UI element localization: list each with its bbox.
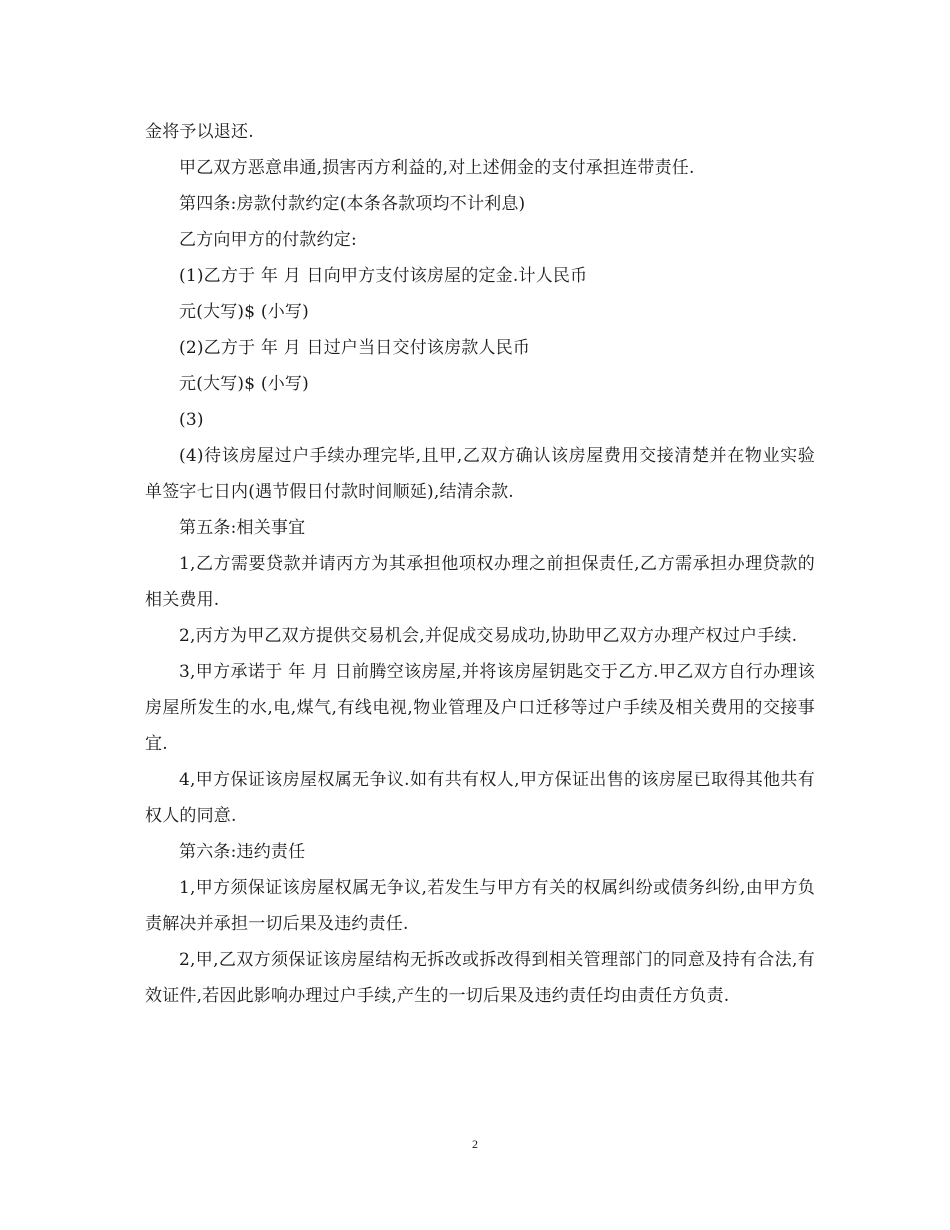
paragraph-payment-item-2: (2)乙方于 年 月 日过户当日交付该房款人民币 [179, 338, 531, 358]
document-body [145, 114, 815, 1014]
paragraph-liability-item-1: 1,甲方须保证该房屋权属无争议,若发生与甲方有关的权属纠纷或债务纠纷,由甲方负责解决并承担一切后果及违约责任. [145, 878, 815, 934]
paragraph-payment-terms-intro: 乙方向甲方的付款约定: [179, 230, 357, 250]
paragraph-payment-item-2-amount: 元(大写)$ (小写) [179, 374, 309, 394]
page-number: 2 [472, 1137, 478, 1151]
section-heading-article-4: 第四条:房款付款约定(本条各款项均不计利息) [179, 194, 526, 214]
paragraph-related-item-4: 4,甲方保证该房屋权属无争议.如有共有权人,甲方保证出售的该房屋已取得其他共有权人的同意. [145, 770, 815, 826]
paragraph-related-item-1: 1,乙方需要贷款并请丙方为其承担他项权办理之前担保责任,乙方需承担办理贷款的相关费用. [145, 554, 815, 610]
paragraph-related-item-3: 3,甲方承诺于 年 月 日前腾空该房屋,并将该房屋钥匙交于乙方.甲乙双方自行办理该房屋所发生的水,电,煤气,有线电视,物业管理及户口迁移等过户手续及相关费用的交接事宜. [145, 662, 815, 754]
paragraph-payment-item-1-amount: 元(大写)$ (小写) [179, 302, 309, 322]
paragraph-collusion-liability: 甲乙双方恶意串通,损害丙方利益的,对上述佣金的支付承担连带责任. [179, 158, 695, 178]
section-heading-article-5: 第五条:相关事宜 [179, 518, 306, 538]
section-heading-article-6: 第六条:违约责任 [179, 842, 306, 862]
paragraph-related-item-2: 2,丙方为甲乙双方提供交易机会,并促成交易成功,协助甲乙双方办理产权过户手续. [179, 626, 798, 646]
paragraph-deposit-refund: 金将予以退还. [145, 122, 254, 142]
paragraph-payment-item-4: (4)待该房屋过户手续办理完毕,且甲,乙双方确认该房屋费用交接清楚并在物业实验单签字七日内(遇节假日付款时间顺延),结清余款. [145, 446, 815, 502]
paragraph-liability-item-2: 2,甲,乙双方须保证该房屋结构无拆改或拆改得到相关管理部门的同意及持有合法,有效证件,若因此影响办理过户手续,产生的一切后果及违约责任均由责任方负责. [145, 950, 815, 1006]
paragraph-payment-item-1: (1)乙方于 年 月 日向甲方支付该房屋的定金.计人民币 [179, 266, 588, 286]
paragraph-payment-item-3: (3) [179, 410, 204, 430]
